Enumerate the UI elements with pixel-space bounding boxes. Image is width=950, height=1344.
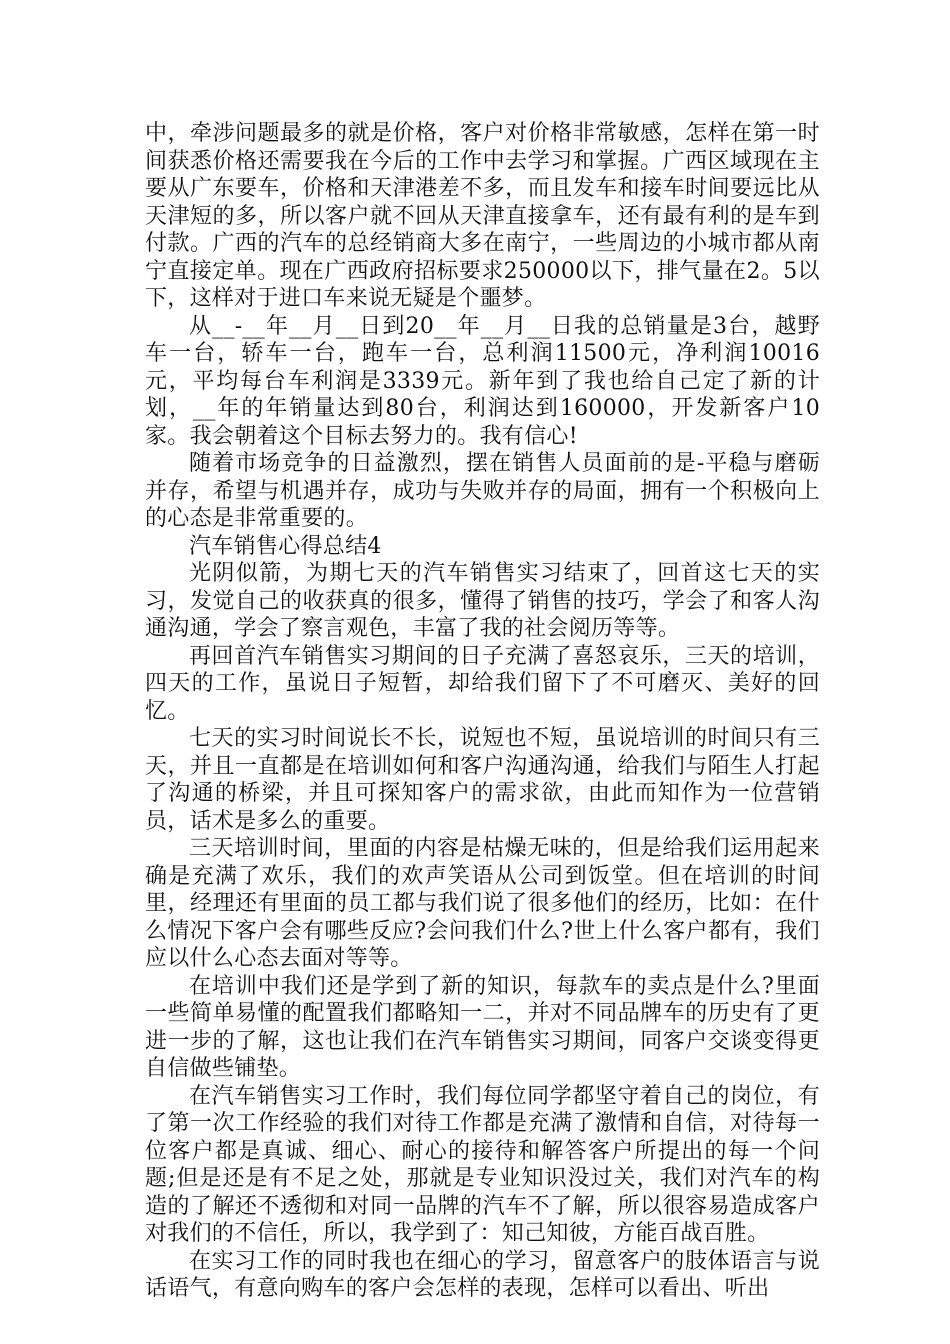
document-page [145,120,820,1303]
paragraph-pricing: 中，牵涉问题最多的就是价格，客户对价格非常敏感，怎样在第一时间获悉价格还需要我在今后的工作中去学习和掌握。广西区域现在主要从广东要车，价格和天津港差不多，而且发车和接车时间要远比从天津短的多，所以客户就不回从天津直接拿车，还有最有利的是车到付款。广西的汽车的总经销商大多在南宁，一些周边的小城市都从南宁直接定单。现在广西政府招标要求250000以下，排气量在2。5以下，这样对于进口车来说无疑是个噩梦。 [145,121,820,311]
paragraph-market-competition: 随着市场竞争的日益激烈，摆在销售人员面前的是-平稳与磨砺并存，希望与机遇并存，成功与失败并存的局面，拥有一个积极向上的心态是非常重要的。 [145,451,820,531]
paragraph-sales-figures: 从__-__年__月__日到20__年__月__日我的总销量是3台，越野车一台，轿车一台，跑车一台，总利润11500元，净利润10016元，平均每台车利润是3339元。新年到了我也给自己定了新的计划，__年的年销量达到80台，利润达到160000，开发新客户10家。我会朝着这个目标去努力的。我有信心! [145,313,820,449]
section-heading: 汽车销售心得总结4 [189,533,382,559]
paragraph-training: 三天培训时间，里面的内容是枯燥无味的，但是给我们运用起来确是充满了欢乐，我们的欢声笑语从公司到饭堂。但在培训的时间里，经理还有里面的员工都与我们说了很多他们的经历，比如：在什么情况下客户会有哪些反应?会问我们什么?世上什么客户都有，我们应以什么心态去面对等等。 [145,836,820,971]
paragraph-learning: 在实习工作的同时我也在细心的学习，留意客户的肢体语言与说话语气，有意向购车的客户会怎样的表现，怎样可以看出、听出 [145,1248,820,1301]
paragraph-seven-days: 七天的实习时间说长不长，说短也不短，虽说培训的时间只有三天，并且一直都是在培训如何和客户沟通沟通，给我们与陌生人打起了沟通的桥梁，并且可探知客户的需求欲，由此而知作为一位营销员，话术是多么的重要。 [145,726,820,834]
paragraph-recollection: 再回首汽车销售实习期间的日子充满了喜怒哀乐，三天的培训，四天的工作，虽说日子短暂，却给我们留下了不可磨灭、美好的回忆。 [145,643,820,724]
paragraph-new-knowledge: 在培训中我们还是学到了新的知识，每款车的卖点是什么?里面一些简单易懂的配置我们都略知一二，并对不同品牌车的历史有了更进一步的了解，这也让我们在汽车销售实习期间，同客户交谈变得更自信做些铺垫。 [145,973,820,1081]
paragraph-internship-end: 光阴似箭，为期七天的汽车销售实习结束了，回首这七天的实习，发觉自己的收获真的很多，懂得了销售的技巧，学会了和客人沟通沟通，学会了察言观色，丰富了我的社会阅历等等。 [145,561,820,641]
paragraph-work-experience: 在汽车销售实习工作时，我们每位同学都坚守着自己的岗位，有了第一次工作经验的我们对待工作都是充满了激情和自信，对待每一位客户都是真诚、细心、耐心的接待和解答客户所提出的每一个问题;但是还是有不足之处，那就是专业知识没过关，我们对汽车的构造的了解还不透彻和对同一品牌的汽车不了解，所以很容易造成客户对我们的不信任，所以，我学到了：知己知彼，方能百战百胜。 [145,1083,820,1246]
